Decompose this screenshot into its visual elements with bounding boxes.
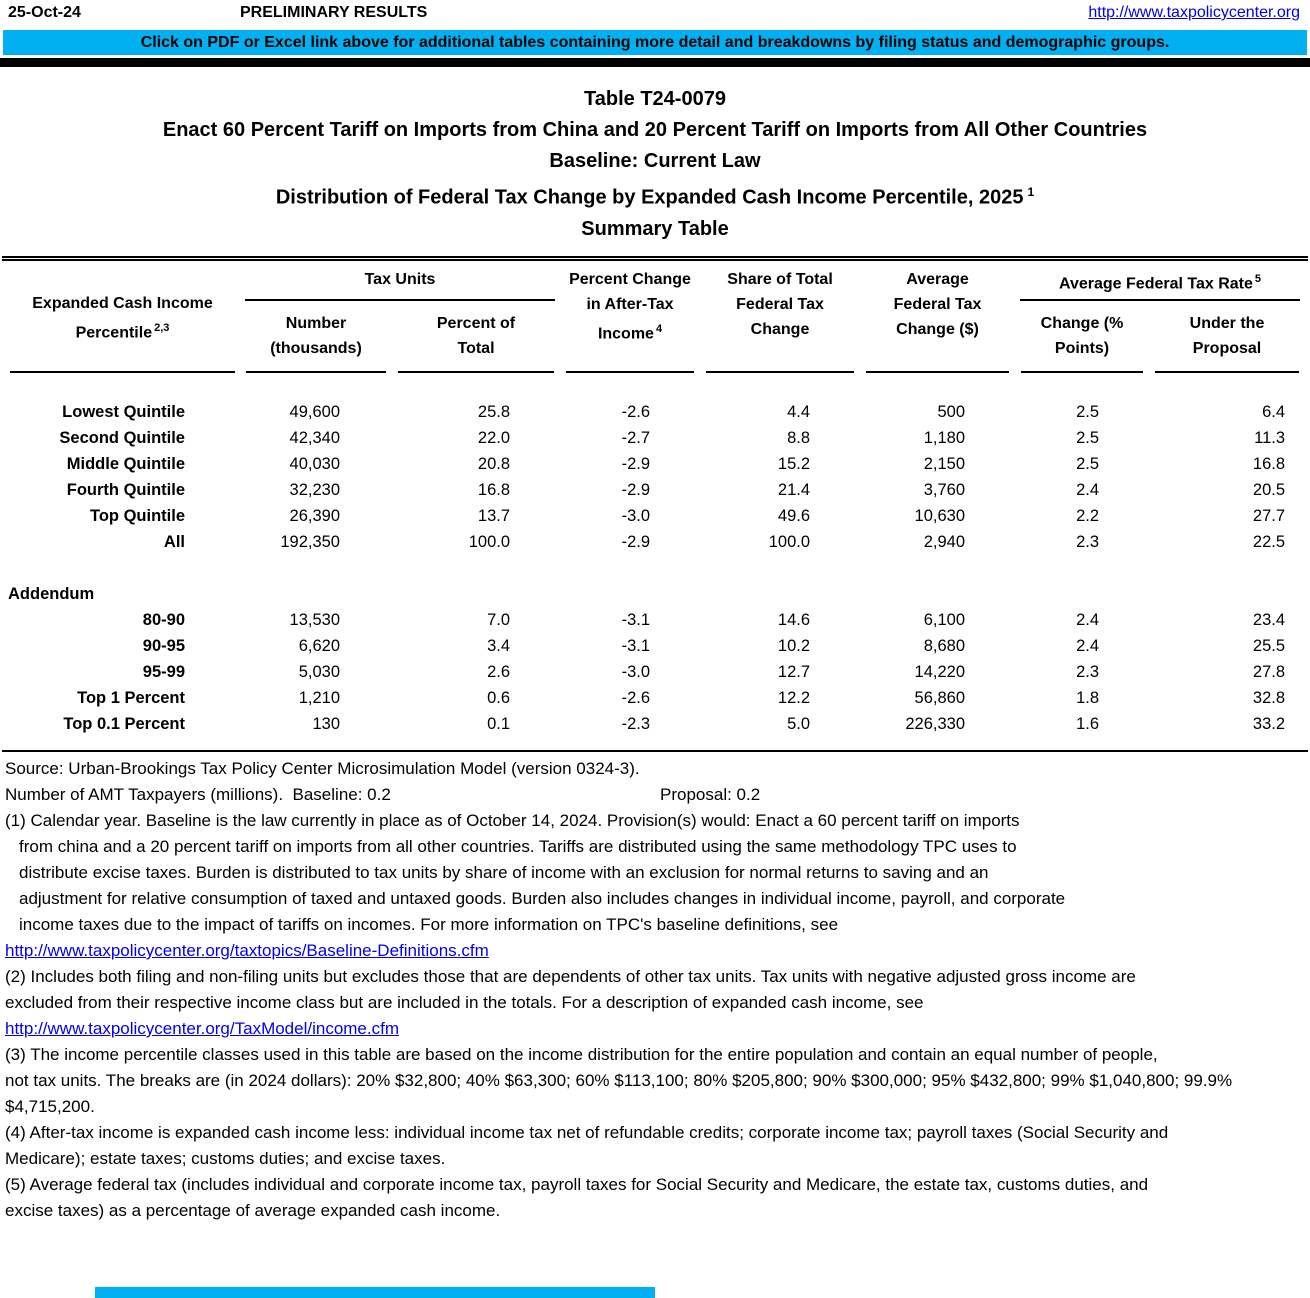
cell-share-of-total-change: 8.8 <box>787 429 811 447</box>
baseline-definitions-link[interactable]: http://www.taxpolicycenter.org/taxtopics/Baseline-Definitions.cfm <box>5 941 489 960</box>
cell-pct-change-after-tax-income: -3.1 <box>621 611 651 629</box>
distribution-title: Distribution of Federal Tax Change by Expanded Cash Income Percentile, 2025 $^1$ <box>275 185 1035 209</box>
cell-rate-change-points: 2.5 <box>1076 429 1100 447</box>
cell-rate-change-points: 1.6 <box>1076 715 1100 733</box>
cell-number-thousands: 6,620 <box>298 637 340 655</box>
cell-label: Middle Quintile <box>66 455 185 473</box>
cell-rate-change-points: 2.3 <box>1076 533 1100 551</box>
amt-baseline: Number of AMT Taxpayers (millions). Baseline: 0.2 <box>5 785 391 804</box>
cell-share-of-total-change: 5.0 <box>787 715 811 733</box>
cell-label: Second Quintile <box>59 429 185 447</box>
results-table <box>5 263 1305 760</box>
cell-share-of-total-change: 100.0 <box>768 533 811 551</box>
cell-rate-under-proposal: 27.7 <box>1252 507 1286 525</box>
footnote-ref-2-3: 2,3 <box>154 321 170 334</box>
cell-avg-federal-tax-change: 8,680 <box>923 637 966 655</box>
table-row <box>5 529 1305 555</box>
cell-avg-federal-tax-change: 3,760 <box>923 481 966 499</box>
cell-rate-change-points: 2.3 <box>1076 663 1100 681</box>
cell-label: 95-99 <box>142 663 185 681</box>
footnote-5-line: (5) Average federal tax (includes individual and corporate income tax, payroll taxes for Social Security and Medicare, the estate tax, customs duties, and <box>5 1175 1149 1194</box>
col-header-rate-change-points: Change (% Points) <box>1015 301 1149 373</box>
cell-avg-federal-tax-change: 2,940 <box>923 533 966 551</box>
footnote-4-line: (4) After-tax income is expanded cash income less: individual income tax net of refundable credits; corporate income tax; payroll taxes (Social Security and <box>5 1123 1169 1142</box>
cell-label: Top 1 Percent <box>77 689 185 707</box>
cell-rate-under-proposal: 27.8 <box>1252 663 1286 681</box>
cell-number-thousands: 42,340 <box>289 429 340 447</box>
cell-avg-federal-tax-change: 10,630 <box>914 507 966 525</box>
cell-number-thousands: 32,230 <box>289 481 340 499</box>
date-label: 25-Oct-24 <box>8 4 81 21</box>
divider-bar <box>0 58 1310 67</box>
table-row <box>5 503 1305 529</box>
footnote-ref-4: 4 <box>655 323 663 335</box>
cell-percent-of-total: 25.8 <box>477 403 511 421</box>
col-header-percent-of-total: Percent of Total <box>392 301 560 373</box>
cell-percent-of-total: 2.6 <box>487 663 511 681</box>
baseline-title: Baseline: Current Law <box>549 150 761 172</box>
footnote-3-line: $4,715,200. <box>5 1097 95 1116</box>
cell-label: All <box>163 533 185 551</box>
footnote-1-line: adjustment for relative consumption of taxed and untaxed goods. Burden also includes changes in individual income, payroll, and corporate <box>19 889 1066 908</box>
col-header-number-thousands: Number (thousands) <box>240 301 392 373</box>
cell-rate-change-points: 2.4 <box>1076 611 1100 629</box>
col-header-pct-change-after-tax-income: Percent Change in After-Tax Income $^4$ <box>560 263 700 373</box>
table-row <box>5 607 1305 633</box>
table-row <box>5 711 1305 737</box>
cell-percent-of-total: 0.1 <box>487 715 511 733</box>
cell-number-thousands: 13,530 <box>289 611 340 629</box>
cell-pct-change-after-tax-income: -2.7 <box>621 429 651 447</box>
footnote-3-line: (3) The income percentile classes used in this table are based on the income distribution for the entire population and contain an equal number of people, <box>5 1045 1158 1064</box>
footnote-source: Source: Urban-Brookings Tax Policy Center Microsimulation Model (version 0324-3). <box>5 759 640 778</box>
cell-percent-of-total: 0.6 <box>487 689 511 707</box>
col-header-share-of-total-change: Share of Total Federal Tax Change <box>700 263 860 373</box>
footnote-2-line: (2) Includes both filing and non-filing units but excludes those that are dependents of other tax units. Tax units with negative adjusted gross income are <box>5 967 1136 986</box>
cell-percent-of-total: 13.7 <box>477 507 511 525</box>
cell-percent-of-total: 22.0 <box>477 429 511 447</box>
footnote-2-link-line <box>5 1016 1305 1042</box>
title-block <box>0 84 1310 245</box>
cell-percent-of-total: 20.8 <box>477 455 511 473</box>
cell-avg-federal-tax-change: 6,100 <box>923 611 966 629</box>
cell-rate-change-points: 1.8 <box>1076 689 1100 707</box>
cell-percent-of-total: 3.4 <box>487 637 511 655</box>
table-row <box>5 451 1305 477</box>
cell-pct-change-after-tax-income: -3.0 <box>621 507 651 525</box>
header-gap <box>5 373 1305 399</box>
footnote-1-line: from china and a 20 percent tariff on imports from all other countries. Tariffs are distributed using the same methodology TPC uses to <box>19 837 1017 856</box>
addendum-row <box>5 581 1305 607</box>
cell-number-thousands: 5,030 <box>298 663 340 681</box>
footnote-3-line: not tax units. The breaks are (in 2024 dollars): 20% $32,800; 40% $63,300; 60% $113,100; 80% $205,800; 90% $300,000; 95% $432,800; 99% $1,040,800; 99.9% <box>5 1071 1233 1090</box>
cell-pct-change-after-tax-income: -3.1 <box>621 637 651 655</box>
col-header-income-percentile: Expanded Cash Income Percentile $^{2,3}$ <box>5 263 240 373</box>
footnote-1-link-line <box>5 938 1305 964</box>
cell-rate-under-proposal: 32.8 <box>1252 689 1286 707</box>
cell-rate-change-points: 2.4 <box>1076 637 1100 655</box>
col-group-tax-units: Tax Units <box>240 263 560 301</box>
table-top-rule <box>2 256 1308 261</box>
cell-rate-under-proposal: 20.5 <box>1252 481 1286 499</box>
summary-title: Summary Table <box>581 217 729 240</box>
footnotes <box>5 756 1305 1224</box>
addendum-label: Addendum <box>8 585 95 603</box>
cell-number-thousands: 192,350 <box>280 533 340 551</box>
cell-avg-federal-tax-change: 2,150 <box>923 455 966 473</box>
cell-rate-change-points: 2.2 <box>1076 507 1100 525</box>
cell-avg-federal-tax-change: 226,330 <box>905 715 966 733</box>
footnote-2-line: excluded from their respective income class but are included in the totals. For a description of expanded cash income, see <box>5 993 924 1012</box>
col-group-avg-federal-tax-rate: Average Federal Tax Rate $^5$ <box>1015 263 1305 301</box>
cell-share-of-total-change: 21.4 <box>777 481 811 499</box>
cell-share-of-total-change: 12.2 <box>777 689 811 707</box>
site-url-link[interactable]: http://www.taxpolicycenter.org <box>1088 4 1300 21</box>
cell-percent-of-total: 100.0 <box>468 533 511 551</box>
cell-number-thousands: 40,030 <box>289 455 340 473</box>
table-row <box>5 425 1305 451</box>
cell-rate-change-points: 2.5 <box>1076 455 1100 473</box>
footnote-1-line: distribute excise taxes. Burden is distributed to tax units by share of income with an exclusion for normal returns to saving and an <box>19 863 989 882</box>
footnote-1-line: (1) Calendar year. Baseline is the law currently in place as of October 14, 2024. Provision(s) would: Enact a 60 percent tariff on imports <box>5 811 1020 830</box>
cell-pct-change-after-tax-income: -2.9 <box>621 481 651 499</box>
bottom-accent-bar <box>95 1287 655 1298</box>
cell-share-of-total-change: 4.4 <box>787 403 811 421</box>
table-number-title: Table T24-0079 <box>584 88 726 110</box>
proposal-title: Enact 60 Percent Tariff on Imports from China and 20 Percent Tariff on Imports from All Other Countries <box>162 119 1148 141</box>
cell-rate-under-proposal: 25.5 <box>1252 637 1286 655</box>
cell-number-thousands: 1,210 <box>298 689 340 707</box>
cell-number-thousands: 49,600 <box>289 403 340 421</box>
amt-proposal: Proposal: 0.2 <box>660 785 761 804</box>
cell-pct-change-after-tax-income: -2.6 <box>621 403 651 421</box>
cell-share-of-total-change: 14.6 <box>777 611 811 629</box>
cell-share-of-total-change: 15.2 <box>777 455 811 473</box>
cell-avg-federal-tax-change: 500 <box>937 403 966 421</box>
col-header-avg-federal-tax-change: Average Federal Tax Change ($) <box>860 263 1015 373</box>
table-row <box>5 399 1305 425</box>
cell-percent-of-total: 16.8 <box>477 481 511 499</box>
table-row <box>5 685 1305 711</box>
footnote-ref-5: 5 <box>1254 273 1262 285</box>
col-header-rate-under-proposal: Under the Proposal <box>1149 301 1305 373</box>
cell-label: Top 0.1 Percent <box>63 715 185 733</box>
amt-taxpayers-line <box>5 782 1305 808</box>
footnote-1-line: income taxes due to the impact of tariffs on incomes. For more information on TPC's baseline definitions, see <box>19 915 839 934</box>
cell-pct-change-after-tax-income: -2.9 <box>621 455 651 473</box>
footnote-ref-1: 1 <box>1027 185 1035 199</box>
cell-rate-change-points: 2.4 <box>1076 481 1100 499</box>
cell-pct-change-after-tax-income: -2.9 <box>621 533 651 551</box>
cell-share-of-total-change: 12.7 <box>777 663 811 681</box>
cell-share-of-total-change: 10.2 <box>777 637 811 655</box>
cell-rate-change-points: 2.5 <box>1076 403 1100 421</box>
cell-pct-change-after-tax-income: -2.3 <box>621 715 651 733</box>
cell-rate-under-proposal: 11.3 <box>1254 429 1286 447</box>
cell-avg-federal-tax-change: 56,860 <box>914 689 966 707</box>
cell-label: Top Quintile <box>89 507 185 525</box>
cell-rate-under-proposal: 23.4 <box>1252 611 1286 629</box>
info-banner: Click on PDF or Excel link above for additional tables containing more detail and breakdowns by filing status and demographic groups. <box>3 30 1307 55</box>
cell-pct-change-after-tax-income: -3.0 <box>621 663 651 681</box>
cell-label: Lowest Quintile <box>62 403 185 421</box>
cell-avg-federal-tax-change: 1,180 <box>923 429 966 447</box>
cell-pct-change-after-tax-income: -2.6 <box>621 689 651 707</box>
cell-avg-federal-tax-change: 14,220 <box>914 663 966 681</box>
cell-rate-under-proposal: 22.5 <box>1252 533 1286 551</box>
table-row <box>5 633 1305 659</box>
table-bottom-rule <box>2 750 1308 752</box>
cell-label: 80-90 <box>142 611 185 629</box>
cell-percent-of-total: 7.0 <box>487 611 511 629</box>
footnote-5-line: excise taxes) as a percentage of average expanded cash income. <box>5 1201 501 1220</box>
cell-rate-under-proposal: 6.4 <box>1262 403 1286 421</box>
footnote-4-line: Medicare); estate taxes; customs duties; and excise taxes. <box>5 1149 446 1168</box>
table-row <box>5 477 1305 503</box>
table-spacer <box>5 555 1305 581</box>
cell-number-thousands: 130 <box>312 715 340 733</box>
cell-number-thousands: 26,390 <box>289 507 340 525</box>
income-definition-link[interactable]: http://www.taxpolicycenter.org/TaxModel/income.cfm <box>5 1019 399 1038</box>
cell-label: Fourth Quintile <box>66 481 185 499</box>
cell-share-of-total-change: 49.6 <box>777 507 811 525</box>
preliminary-results-label: PRELIMINARY RESULTS <box>240 4 428 21</box>
table-row <box>5 659 1305 685</box>
cell-rate-under-proposal: 16.8 <box>1252 455 1286 473</box>
cell-rate-under-proposal: 33.2 <box>1252 715 1286 733</box>
cell-label: 90-95 <box>142 637 185 655</box>
